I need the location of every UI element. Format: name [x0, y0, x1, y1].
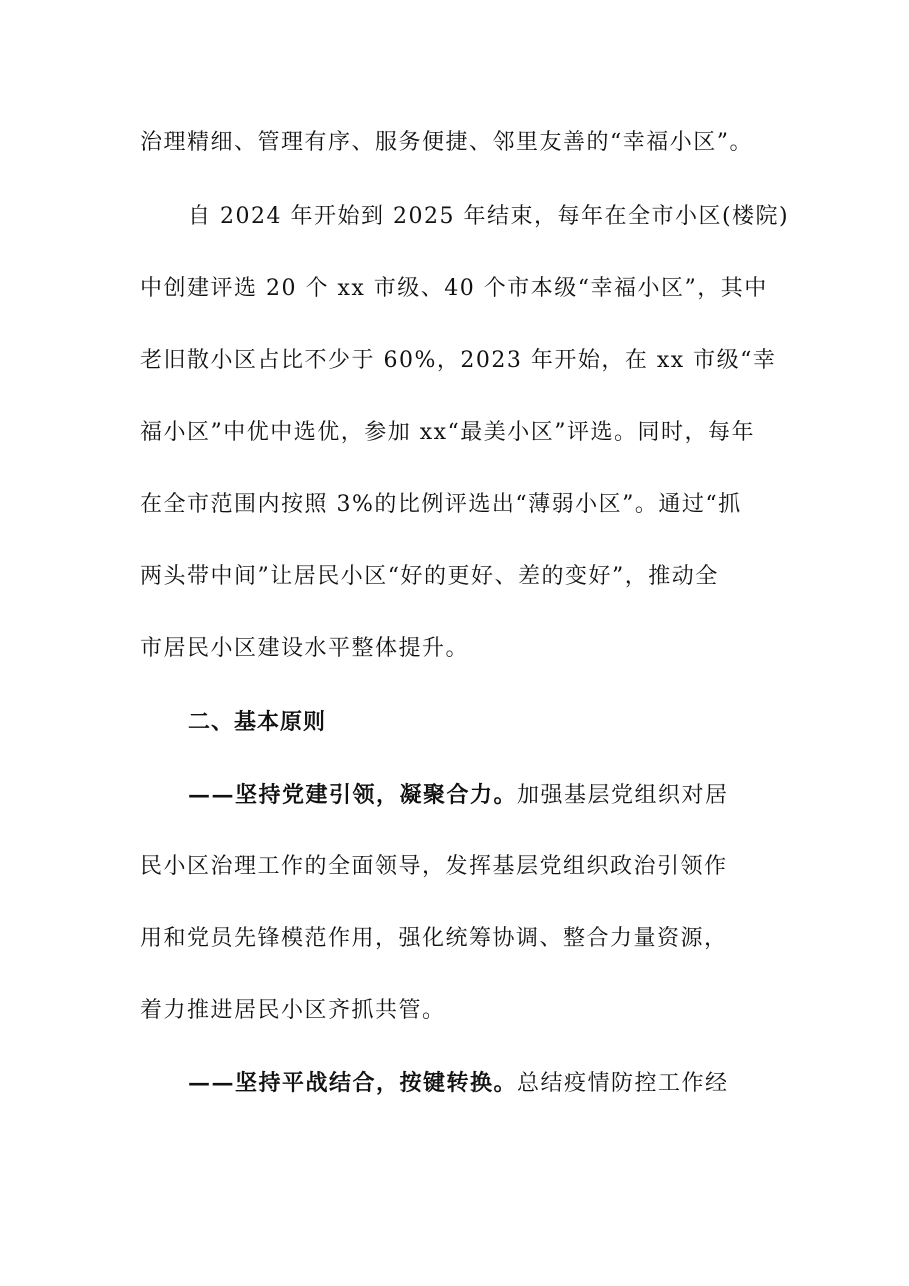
paragraph-line: 用和党员先锋模范作用，强化统筹协调、整合力量资源， [140, 926, 728, 951]
principle-1-title: ——坚持党建引领，凝聚合力。 [188, 782, 518, 808]
paragraph-line: 民小区治理工作的全面领导，发挥基层党组织政治引领作 [140, 854, 728, 879]
paragraph-line: 着力推进居民小区齐抓共管。 [140, 998, 446, 1023]
principle-2-title: ——坚持平战结合，按键转换。 [188, 1070, 518, 1096]
paragraph-line: 两头带中间”让居民小区“好的更好、差的变好”，推动全 [140, 564, 719, 589]
section-heading: 二、基本原则 [188, 710, 327, 735]
paragraph-line: 老旧散小区占比不少于 60%，2023 年开始，在 xx 市级“幸 [140, 348, 777, 373]
principle-2-text: 总结疫情防控工作经 [517, 1071, 729, 1096]
paragraph-line: 福小区”中优中选优，参加 xx“最美小区”评选。同时，每年 [140, 420, 756, 445]
principle-1-text: 加强基层党组织对居 [517, 783, 729, 808]
paragraph-line: 自 2024 年开始到 2025 年结束，每年在全市小区(楼院) [188, 204, 790, 229]
paragraph-line: 在全市范围内按照 3%的比例评选出“薄弱小区”。通过“抓 [140, 492, 742, 517]
principle-1-first-line [188, 780, 729, 811]
paragraph-line: 市居民小区建设水平整体提升。 [140, 636, 470, 661]
paragraph-line: 中创建评选 20 个 xx 市级、40 个市本级“幸福小区”，其中 [140, 276, 768, 301]
paragraph-line: 治理精细、管理有序、服务便捷、邻里友善的“幸福小区”。 [140, 130, 753, 155]
principle-2-first-line [188, 1068, 729, 1099]
